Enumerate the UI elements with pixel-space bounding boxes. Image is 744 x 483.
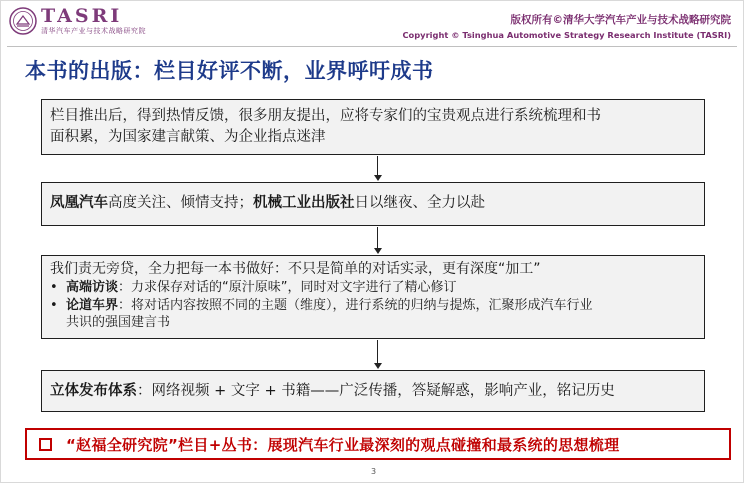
highlight-text: “赵福全研究院”栏目+丛书：展现汽车行业最深刻的观点碰撞和最系统的思想梳理 — [66, 435, 620, 454]
header-divider — [7, 46, 737, 47]
tasri-logo — [9, 6, 146, 36]
distribution-term: 立体发布体系 — [50, 383, 137, 399]
slide-title: 本书的出版：栏目好评不断，业界呼吁成书 — [25, 59, 434, 83]
bullet-continuation: 共识的强国建言书 — [66, 315, 171, 330]
down-arrow-icon — [374, 156, 382, 181]
down-arrow-icon — [374, 227, 382, 254]
page-number: 3 — [371, 467, 377, 476]
logo-wordmark: TASRI — [41, 5, 123, 27]
step-box-feedback — [41, 99, 705, 155]
copyright-chinese: 版权所有©清华大学汽车产业与技术战略研究院 — [510, 14, 731, 26]
bullet-dot: • — [50, 280, 58, 295]
step-text-line: 栏目推出后，得到热情反馈，很多朋友提出，应将专家们的宝贵观点进行系统梳理和书 — [50, 108, 601, 124]
step-text: 日以继夜、全力以赴 — [354, 195, 485, 211]
university-seal-icon — [9, 7, 37, 35]
step-lead-text: 我们责无旁贷，全力把每一本书做好：不只是简单的对话实录，更有深度“加工” — [50, 261, 541, 277]
bullet-text: ：将对话内容按照不同的主题（维度），进行系统的归纳与提炼，汇聚形成汽车行业 — [118, 297, 593, 313]
step-text-line: 面积累，为国家建言献策、为企业指点迷津 — [50, 129, 326, 145]
partner-name: 凤凰汽车 — [50, 195, 108, 211]
bullet-item — [50, 279, 696, 297]
bullet-term: 论道车界 — [66, 297, 119, 313]
publisher-name: 机械工业出版社 — [253, 195, 355, 211]
step-text: ：网络视频 + 文字 + 书籍——广泛传播，答疑解惑，影响产业，铭记历史 — [137, 383, 615, 399]
highlight-banner — [25, 428, 731, 460]
hollow-square-icon — [39, 438, 52, 451]
bullet-item — [50, 297, 696, 315]
copyright-english: Copyright © Tsinghua Automotive Strategy Research Institute (TASRI) — [402, 30, 731, 40]
bullet-term: 高端访谈 — [66, 280, 119, 295]
bullet-dot: • — [50, 297, 58, 313]
bullet-text: ：力求保存对话的“原汁原味”，同时对文字进行了精心修订 — [118, 280, 457, 295]
step-text: 高度关注、倾情支持； — [108, 195, 253, 211]
step-box-distribution — [41, 370, 705, 412]
down-arrow-icon — [374, 340, 382, 369]
logo-subtitle: 清华汽车产业与技术战略研究院 — [41, 27, 146, 35]
step-box-support — [41, 182, 705, 226]
step-box-editing — [41, 255, 705, 339]
